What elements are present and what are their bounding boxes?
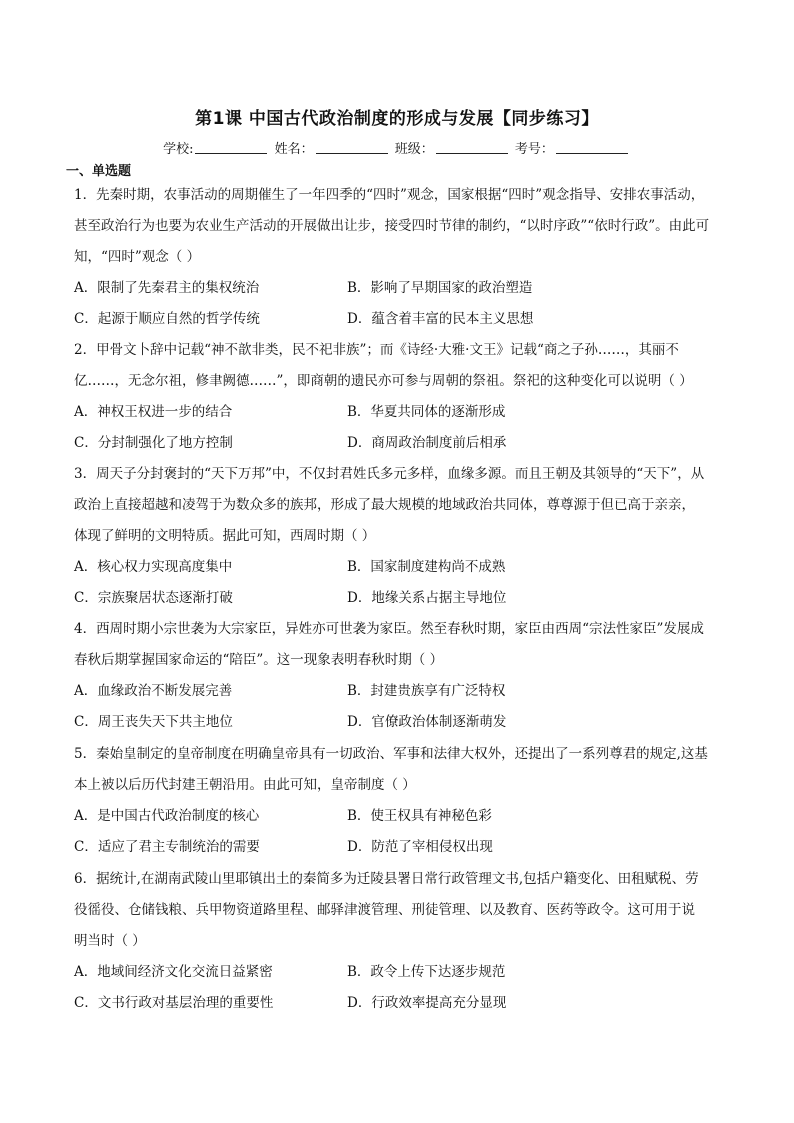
school-blank[interactable] [195, 141, 267, 154]
question-1 [74, 180, 734, 335]
options-grid [74, 957, 734, 1019]
option-c[interactable]: C．宗族聚居状态逐渐打破 [74, 590, 233, 606]
options-grid [74, 676, 734, 738]
option-c[interactable]: C．起源于顺应自然的哲学传统 [74, 311, 260, 327]
question-line: 明当时（ ） [74, 933, 146, 949]
student-info-line [0, 138, 794, 157]
question-line: 2．甲骨文卜辞中记载“神不歆非类，民不祀非族”；而《诗经·大雅·文王》记载“商之子孙……，其丽不 [74, 342, 679, 358]
options-grid [74, 552, 734, 614]
option-d[interactable]: D．商周政治制度前后相承 [347, 435, 507, 451]
option-d[interactable]: D．官僚政治体制逐渐萌发 [347, 714, 507, 730]
option-c[interactable]: C．适应了君主专制统治的需要 [74, 839, 260, 855]
option-b[interactable]: B．封建贵族享有广泛特权 [347, 683, 506, 699]
exam-no-label: 考号： [514, 142, 554, 157]
question-line: 6．据统计,在湖南武陵山里耶镇出土的秦简多为迁陵县署日常行政管理文书,包括户籍变化、田租赋税、劳 [74, 871, 699, 887]
option-b[interactable]: B．国家制度建构尚不成熟 [347, 559, 506, 575]
question-line: 本上被以后历代封建王朝沿用。由此可知，皇帝制度（ ） [74, 777, 416, 793]
option-a[interactable]: A．血缘政治不断发展完善 [74, 683, 233, 699]
option-c[interactable]: C．周王丧失天下共主地位 [74, 714, 233, 730]
name-blank[interactable] [316, 141, 388, 154]
question-2 [74, 335, 734, 459]
option-b[interactable]: B．影响了早期国家的政治塑造 [347, 280, 533, 296]
option-d[interactable]: D．地缘关系占据主导地位 [347, 590, 507, 606]
question-line: 亿……，无念尔祖，修聿阙德……”，即商朝的遗民亦可参与周朝的祭祖。祭祀的这种变化可以说明（ ） [74, 373, 693, 389]
question-4 [74, 614, 734, 738]
question-line: 役徭役、仓储钱粮、兵甲物资道路里程、邮驿津渡管理、刑徒管理、以及教育、医药等政令。这可用于说 [74, 902, 695, 918]
option-a[interactable]: A．地域间经济文化交流日益紧密 [74, 964, 273, 980]
question-line: 1．先秦时期，农事活动的周期催生了一年四季的“四时”观念，国家根据“四时”观念指导、安排农事活动， [74, 187, 705, 203]
question-line: 5．秦始皇制定的皇帝制度在明确皇帝具有一切政治、军事和法律大权外，还提出了一系列尊君的规定,这基 [74, 746, 708, 762]
class-blank[interactable] [436, 141, 508, 154]
option-c[interactable]: C．分封制强化了地方控制 [74, 435, 233, 451]
option-a[interactable]: A．神权王权进一步的结合 [74, 404, 233, 420]
option-d[interactable]: D．蕴含着丰富的民本主义思想 [347, 311, 534, 327]
question-line: 政治上直接超越和凌驾于为数众多的族邦，形成了最大规模的地域政治共同体，尊尊源于但已高于亲亲， [74, 497, 695, 513]
option-a[interactable]: A．限制了先秦君主的集权统治 [74, 280, 260, 296]
option-d[interactable]: D．行政效率提高充分显现 [347, 995, 507, 1011]
question-5 [74, 739, 734, 863]
option-c[interactable]: C．文书行政对基层治理的重要性 [74, 995, 274, 1011]
class-label: 班级： [394, 142, 434, 157]
question-6 [74, 864, 734, 1019]
option-b[interactable]: B．使王权具有神秘色彩 [347, 808, 492, 824]
option-a[interactable]: A．是中国古代政治制度的核心 [74, 808, 260, 824]
option-b[interactable]: B．政令上传下达逐步规范 [347, 964, 506, 980]
options-grid [74, 273, 734, 335]
question-line: 春秋后期掌握国家命运的“陪臣”。这一现象表明春秋时期（ ） [74, 652, 444, 668]
question-line: 体现了鲜明的文明特质。据此可知，西周时期（ ） [74, 528, 376, 544]
question-line: 3．周天子分封褒封的“天下万邦”中，不仅封君姓氏多元多样，血缘多源。而且王朝及其领导的“天下”，从 [74, 466, 705, 482]
option-a[interactable]: A．核心权力实现高度集中 [74, 559, 233, 575]
name-label: 姓名： [274, 142, 314, 157]
options-grid [74, 801, 734, 863]
question-3 [74, 459, 734, 614]
school-label: 学校: [163, 142, 194, 157]
option-d[interactable]: D．防范了宰相侵权出现 [347, 839, 493, 855]
question-line: 4．西周时期小宗世袭为大宗家臣，异姓亦可世袭为家臣。然至春秋时期，家臣由西周“宗法性家臣”发展成 [74, 621, 704, 637]
section-heading: 一、单选题 [66, 164, 132, 179]
question-line: 知，“四时”观念（ ） [74, 249, 201, 265]
options-grid [74, 397, 734, 459]
option-b[interactable]: B．华夏共同体的逐渐形成 [347, 404, 506, 420]
question-line: 甚至政治行为也要为农业生产活动的开展做出让步，接受四时节律的制约，“以时序政”“依时行政”。由此可 [74, 218, 710, 234]
exam-no-blank[interactable] [556, 141, 628, 154]
document-title: 第1课 中国古代政治制度的形成与发展【同步练习】 [195, 109, 599, 129]
